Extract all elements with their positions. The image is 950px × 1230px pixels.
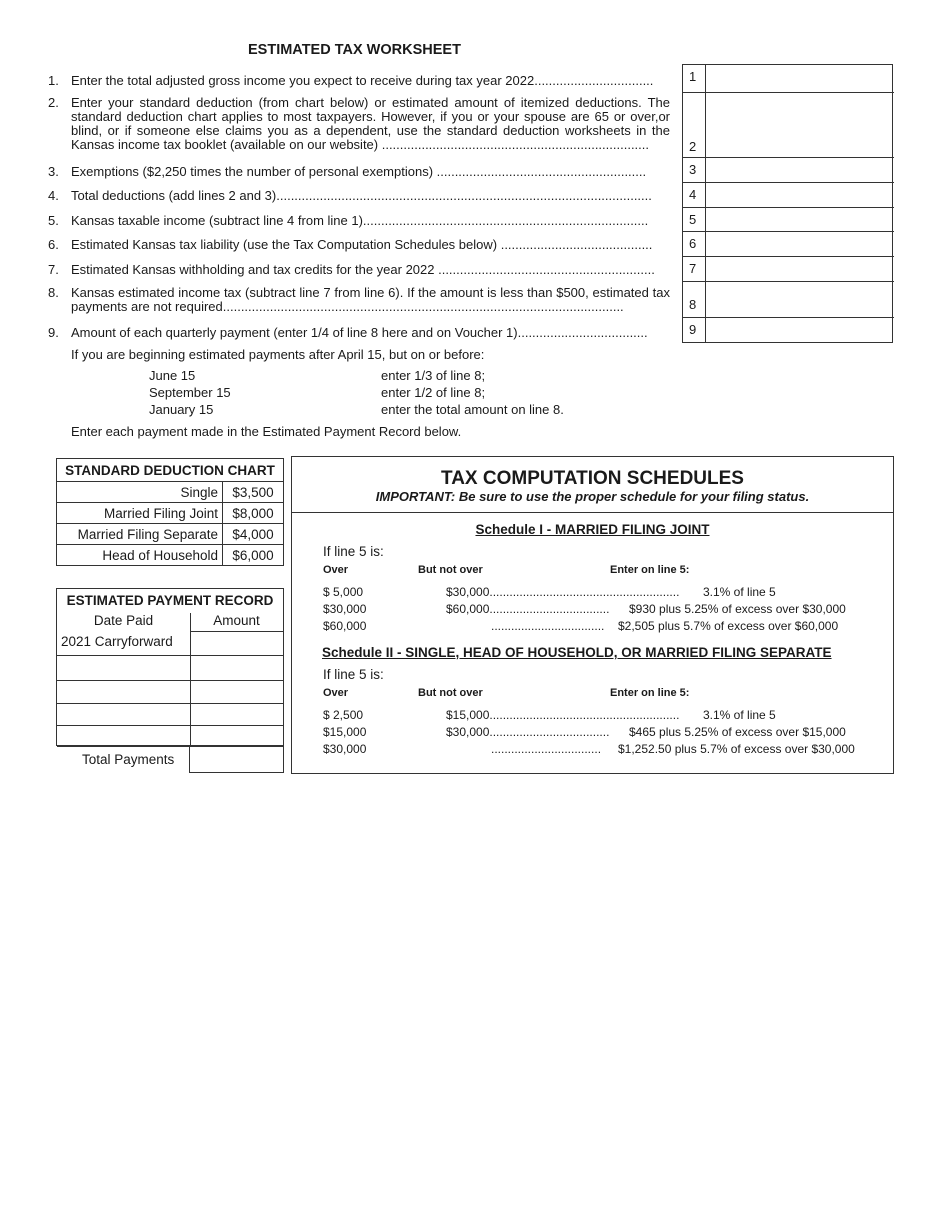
s2-row3-not-over: ................................. [491, 742, 602, 756]
answer-box-2[interactable]: 2 [683, 92, 894, 157]
worksheet-line-7: 7. Estimated Kansas withholding and tax credits for the year 2022 ............................................................ [48, 262, 655, 277]
schedule-1-if-line: If line 5 is: [323, 544, 384, 559]
sd-title: STANDARD DEDUCTION CHART [57, 459, 284, 482]
worksheet-line-3: 3. Exemptions ($2,250 times the number of personal exemptions) .......................................................... [48, 164, 647, 179]
sd-row: Married Filing Joint $8,000 [57, 503, 284, 524]
payment-amount-2[interactable] [191, 656, 283, 680]
answer-box-9[interactable]: 9 [683, 317, 894, 344]
payment-date-4[interactable] [57, 704, 190, 725]
worksheet-line-9: 9. Amount of each quarterly payment (enter 1/4 of line 8 here and on Voucher 1).................................... [48, 325, 648, 340]
s2-row3-enter: $1,252.50 plus 5.7% of excess over $30,000 [618, 742, 855, 756]
date-january: January 15 [149, 402, 214, 417]
s1-row1-enter: 3.1% of line 5 [703, 585, 776, 599]
s1-row2-not-over: $60,000.................................... [446, 602, 610, 616]
col-amount: Amount [213, 613, 260, 628]
schedules-important: IMPORTANT: Be sure to use the proper schedule for your filing status. [375, 489, 810, 504]
schedule-2-col-over: Over [323, 687, 349, 699]
total-payments-label: Total Payments [82, 752, 175, 767]
instruction-june: enter 1/3 of line 8; [381, 368, 486, 383]
schedule-1-col-enter: Enter on line 5: [610, 564, 690, 576]
schedule-2-title: Schedule II - SINGLE, HEAD OF HOUSEHOLD, OR MARRIED FILING SEPARATE [322, 645, 832, 660]
record-note: Enter each payment made in the Estimated Payment Record below. [71, 424, 462, 439]
standard-deduction-chart [56, 458, 284, 566]
schedule-1-title: Schedule I - MARRIED FILING JOINT [475, 522, 710, 537]
col-date-paid: Date Paid [93, 613, 154, 628]
s2-row2-enter: $465 plus 5.25% of excess over $15,000 [629, 725, 846, 739]
s1-row3-not-over: .................................. [491, 619, 605, 633]
payment-record-title: ESTIMATED PAYMENT RECORD [66, 593, 274, 608]
worksheet-line-4: 4. Total deductions (add lines 2 and 3)........................................................................................................ [48, 188, 652, 203]
answer-box-4[interactable]: 4 [683, 182, 894, 207]
schedule-2-col-enter: Enter on line 5: [610, 687, 690, 699]
s1-row1-over: $ 5,000 [323, 585, 364, 599]
worksheet-line-2: 2. Enter your standard deduction (from chart below) or estimated amount of itemized deductions. The standard deduction chart applies to most taxpayers. However, if you or your spouse are 65 or over,or blind, or if someone else claims you as a dependent, use the standard deduction worksheets in the Kansas income tax booklet (available on our website) .......................................................................... [48, 95, 670, 152]
payment-amount-3[interactable] [191, 681, 283, 703]
payment-date-3[interactable] [57, 681, 190, 703]
schedules-title: TAX COMPUTATION SCHEDULES [441, 468, 744, 489]
schedule-2-col-not-over: But not over [418, 687, 483, 699]
s2-row1-enter: 3.1% of line 5 [703, 708, 776, 722]
sd-row: Single $3,500 [57, 482, 284, 503]
worksheet-line-8: 8. Kansas estimated income tax (subtract line 7 from line 6). If the amount is less than $500, estimated tax payments are not required............................................................................................................... [48, 285, 670, 314]
answer-box-6[interactable]: 6 [683, 231, 894, 256]
beginning-note: If you are beginning estimated payments after April 15, but on or before: [71, 347, 485, 362]
total-payments-box[interactable] [189, 745, 284, 773]
payment-amount-4[interactable] [191, 704, 283, 725]
worksheet-title: ESTIMATED TAX WORKSHEET [248, 42, 461, 58]
s1-row2-over: $30,000 [323, 602, 367, 616]
answer-boxes [682, 64, 893, 343]
s2-row2-over: $15,000 [323, 725, 367, 739]
tax-computation-schedules [291, 456, 894, 774]
s2-row1-over: $ 2,500 [323, 708, 364, 722]
answer-box-3[interactable]: 3 [683, 157, 894, 182]
worksheet-line-6: 6. Estimated Kansas tax liability (use the Tax Computation Schedules below) .......................................... [48, 237, 653, 252]
answer-box-5[interactable]: 5 [683, 207, 894, 231]
s1-row3-enter: $2,505 plus 5.7% of excess over $60,000 [618, 619, 839, 633]
instruction-september: enter 1/2 of line 8; [381, 385, 486, 400]
carryforward-label: 2021 Carryforward [61, 634, 173, 649]
date-june: June 15 [149, 368, 196, 383]
worksheet-line-5: 5. Kansas taxable income (subtract line 4 from line 1)............................................................................... [48, 213, 649, 228]
payment-date-2[interactable] [57, 656, 190, 680]
s2-row3-over: $30,000 [323, 742, 367, 756]
answer-box-1[interactable]: 1 [689, 69, 697, 84]
payment-amount-1[interactable] [191, 632, 283, 655]
sd-row: Head of Household $6,000 [57, 545, 284, 566]
s1-row3-over: $60,000 [323, 619, 367, 633]
schedule-2-if-line: If line 5 is: [323, 667, 384, 682]
worksheet-line-1: 1. Enter the total adjusted gross income you expect to receive during tax year 2022................................. [48, 73, 654, 88]
instruction-january: enter the total amount on line 8. [381, 402, 564, 417]
s2-row1-not-over: $15,000......................................................... [446, 708, 680, 722]
payment-record [56, 588, 284, 746]
schedule-1-col-over: Over [323, 564, 349, 576]
s1-row1-not-over: $30,000......................................................... [446, 585, 680, 599]
date-september: September 15 [149, 385, 231, 400]
s2-row2-not-over: $30,000.................................... [446, 725, 610, 739]
sd-row: Married Filing Separate $4,000 [57, 524, 284, 545]
schedule-1-col-not-over: But not over [418, 564, 483, 576]
s1-row2-enter: $930 plus 5.25% of excess over $30,000 [629, 602, 846, 616]
answer-box-7[interactable]: 7 [683, 256, 894, 281]
answer-box-8[interactable]: 8 [683, 281, 894, 317]
